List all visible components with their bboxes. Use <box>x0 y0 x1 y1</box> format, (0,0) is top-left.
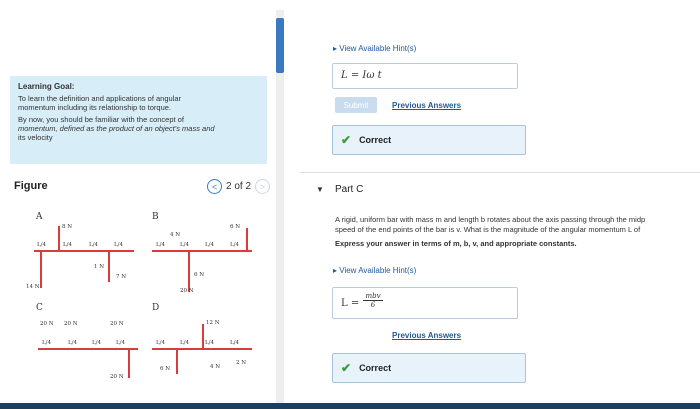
part-c-answer-fraction <box>363 292 383 309</box>
part-c-correct-banner <box>332 353 526 383</box>
prev-figure-button[interactable]: < <box>207 179 222 194</box>
panel-d-label: D <box>152 303 160 313</box>
panel-a-label-top: 8 N <box>62 224 73 230</box>
submit-button[interactable]: Submit <box>335 97 377 113</box>
panel-b-label-top-right: 6 N <box>230 224 241 230</box>
panel-d-quarter-3: L/4 <box>205 340 215 346</box>
part-b-correct-banner <box>332 125 526 155</box>
panel-d-quarter-2: L/4 <box>180 340 190 346</box>
part-c-problem <box>335 215 700 249</box>
panel-c-quarter-2: L/4 <box>68 340 78 346</box>
panel-d-label-top: 12 N <box>206 320 220 326</box>
panel-b-label: B <box>152 212 159 222</box>
panel-c-label: C <box>36 303 43 313</box>
figure-pager <box>207 179 270 194</box>
panel-b-label-mid: 6 N <box>194 272 205 278</box>
part-b-answer-box[interactable] <box>332 63 518 89</box>
panel-c-force-down <box>128 350 130 378</box>
panel-d-label-bl: 6 N <box>160 366 171 372</box>
collapse-caret-icon[interactable]: ▼ <box>316 185 324 194</box>
part-b-hints-label: View Available Hint(s) <box>339 44 417 53</box>
panel-d-label-br1: 4 N <box>210 364 221 370</box>
learning-goal-line2: momentum including its relationship to torque. <box>18 103 171 112</box>
check-icon: ✔ <box>341 133 352 147</box>
panel-d-force-up <box>202 324 204 348</box>
panel-c-quarter-1: L/4 <box>42 340 52 346</box>
panel-b-bar <box>152 250 252 252</box>
part-c-answer-box[interactable] <box>332 287 518 319</box>
part-c-title: Part C <box>335 184 364 195</box>
part-c-hints-label: View Available Hint(s) <box>339 266 417 275</box>
next-figure-button[interactable]: > <box>255 179 270 194</box>
panel-a-quarter-1: L/4 <box>37 242 47 248</box>
panel-a-quarter-3: L/4 <box>89 242 99 248</box>
figure-page-indicator: 2 of 2 <box>226 181 252 192</box>
panel-b-force-right <box>246 228 248 250</box>
part-c-hints-link[interactable]: ▸ View Available Hint(s) <box>333 266 417 275</box>
part-c-answer-denominator: 6 <box>370 301 376 309</box>
panel-a-force-left <box>40 252 42 288</box>
part-c-answer-lhs: L = <box>341 298 360 309</box>
panel-b-label-bottom: 20 N <box>180 288 194 294</box>
panel-d-quarter-4: L/4 <box>230 340 240 346</box>
panel-a-force-top <box>58 226 60 250</box>
panel-c-label-bottom: 20 N <box>110 374 124 380</box>
panel-a-quarter-2: L/4 <box>63 242 73 248</box>
learning-goal-para2-line3: its velocity <box>18 133 53 142</box>
part-b-hints-link[interactable]: ▸ View Available Hint(s) <box>333 44 417 53</box>
panel-a-bar <box>34 250 134 252</box>
panel-b-quarter-1: L/4 <box>156 242 166 248</box>
learning-goal-para2-line2: momentum, defined as the product of an object's mass and <box>18 124 215 133</box>
panel-b-quarter-4: L/4 <box>230 242 240 248</box>
panel-c-label-right: 20 N <box>110 321 124 327</box>
figure-title: Figure <box>14 180 48 192</box>
part-c-instruction: Express your answer in terms of m, b, v, and appropriate constants. <box>335 239 577 248</box>
panel-d-quarter-1: L/4 <box>156 340 166 346</box>
panel-a-label-right: 7 N <box>116 274 127 280</box>
panel-a-force-mid <box>108 252 110 282</box>
check-icon: ✔ <box>341 361 352 375</box>
part-b-answer: L = Iω t <box>341 70 382 81</box>
panel-a-label: A <box>36 212 43 222</box>
panel-d-force-bl <box>176 350 178 374</box>
main-scrollbar[interactable] <box>276 10 284 409</box>
part-c-answer-numerator: mbv <box>363 292 383 301</box>
part-c-previous-answers-link[interactable]: Previous Answers <box>392 331 462 340</box>
part-c-problem-line1: A rigid, uniform bar with mass m and length b rotates about the axis passing through the midp <box>335 215 646 224</box>
panel-a-label-bottom-left: 14 N <box>26 284 40 290</box>
learning-goal-heading: Learning Goal: <box>18 82 75 91</box>
panel-c-quarter-3: L/4 <box>92 340 102 346</box>
figure-diagram <box>10 200 272 409</box>
panel-a-quarter-4: L/4 <box>114 242 124 248</box>
panel-c-quarter-4: L/4 <box>116 340 126 346</box>
section-divider <box>300 172 700 173</box>
part-c-problem-line2: speed of the end points of the bar is v. What is the magnitude of the angular momentum L of <box>335 225 641 234</box>
panel-c-label-left1: 20 N <box>40 321 54 327</box>
panel-d-bar <box>152 348 252 350</box>
panel-b-label-top-left: 4 N <box>170 232 181 238</box>
panel-c-label-left2: 20 N <box>64 321 78 327</box>
part-b-previous-answers-link[interactable]: Previous Answers <box>392 101 462 110</box>
learning-goal-box <box>10 76 267 164</box>
part-b-status: Correct <box>359 135 392 145</box>
panel-d-label-br2: 2 N <box>236 360 247 366</box>
left-panel <box>0 0 290 409</box>
part-c-status: Correct <box>359 363 392 373</box>
learning-goal-para2-line1: By now, you should be familiar with the concept of <box>18 115 184 124</box>
panel-c-bar <box>38 348 138 350</box>
learning-goal-line1: To learn the definition and applications of angular <box>18 94 182 103</box>
panel-b-quarter-3: L/4 <box>205 242 215 248</box>
panel-b-quarter-2: L/4 <box>180 242 190 248</box>
panel-a-label-mid: 1 N <box>94 264 105 270</box>
taskbar-strip <box>0 403 700 409</box>
main-scrollbar-thumb[interactable] <box>276 18 284 73</box>
panel-b-force-down <box>188 252 190 292</box>
